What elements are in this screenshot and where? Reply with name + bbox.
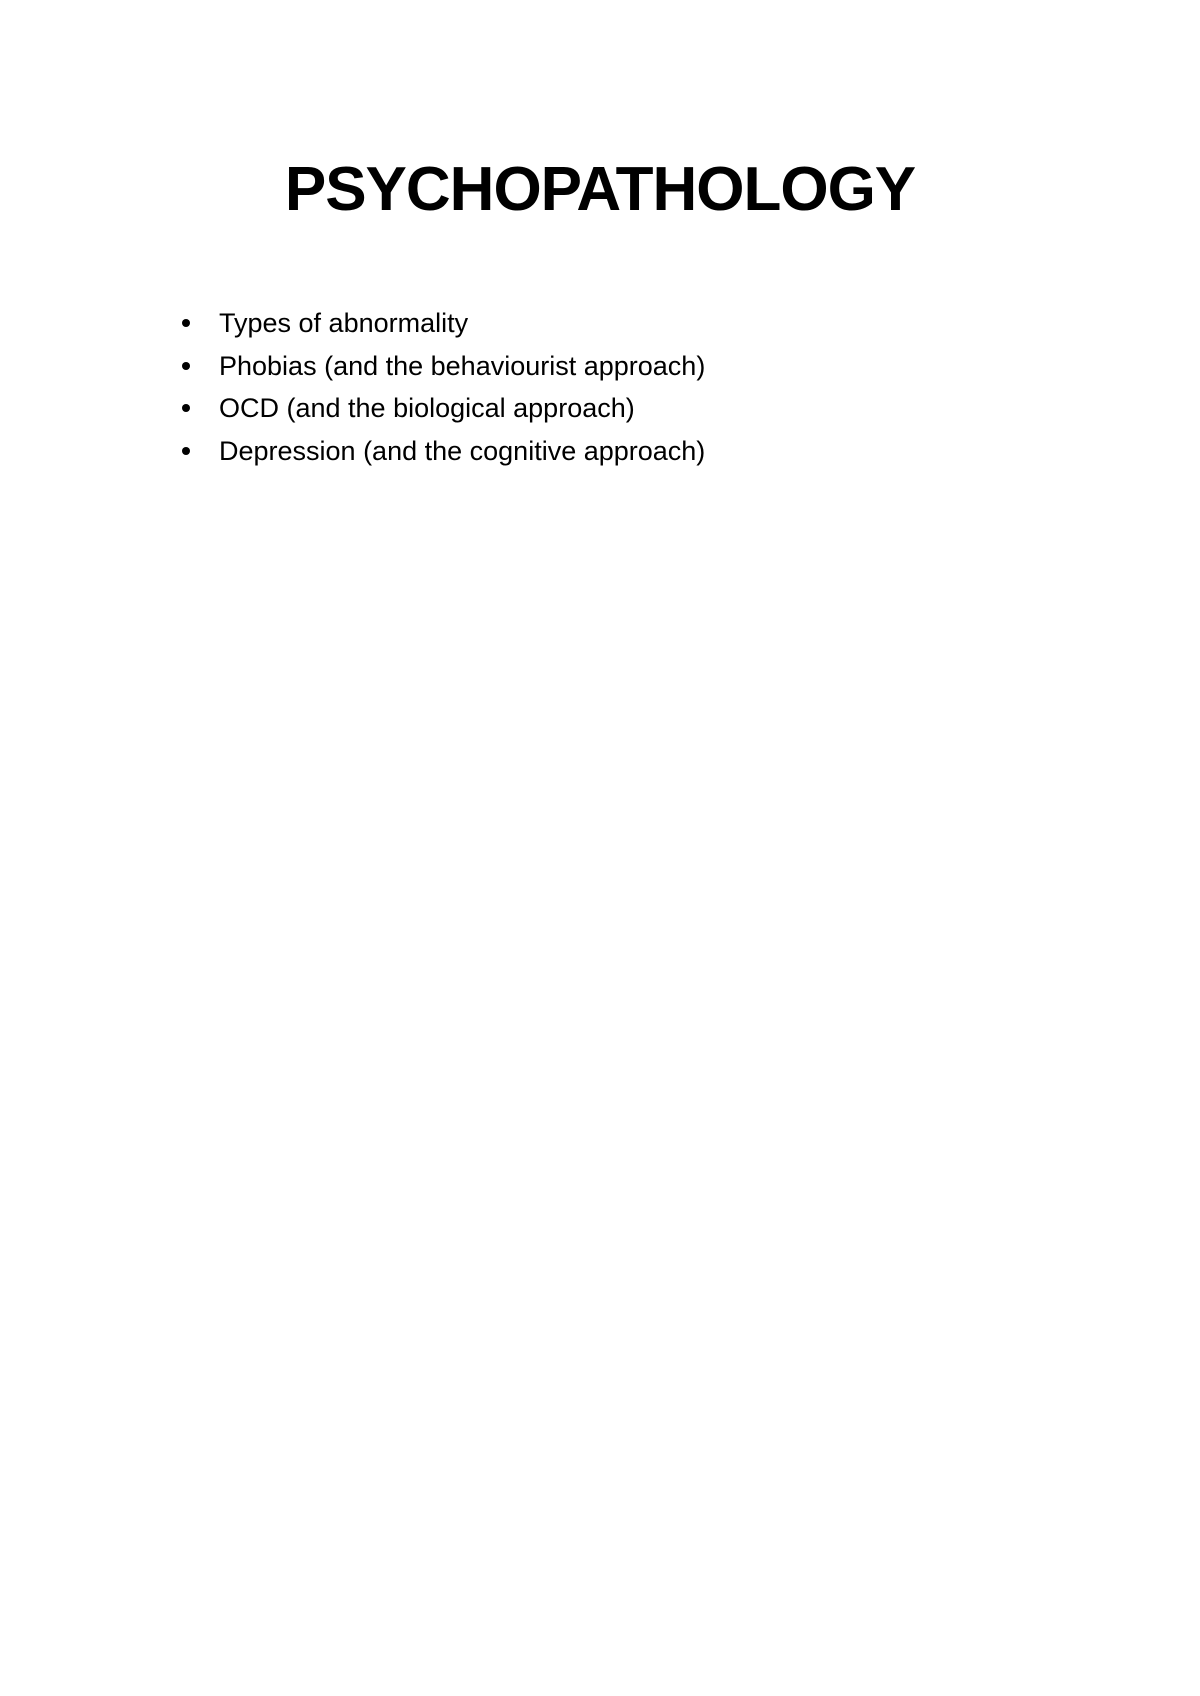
list-item: [180, 387, 705, 430]
page-title: PSYCHOPATHOLOGY: [284, 155, 916, 224]
list-item: [180, 302, 705, 345]
list-item-text: Depression (and the cognitive approach): [219, 435, 706, 466]
bullet-icon: [182, 362, 190, 370]
list-item-text: Phobias (and the behaviourist approach): [219, 350, 706, 381]
list-item-text: Types of abnormality: [219, 308, 469, 338]
list-item: [180, 430, 705, 473]
bullet-icon: [182, 319, 190, 327]
topic-list: [180, 302, 705, 472]
list-item-text: OCD (and the biological approach): [219, 393, 635, 423]
bullet-icon: [182, 404, 190, 412]
bullet-icon: [182, 447, 190, 455]
list-item: [180, 345, 705, 388]
